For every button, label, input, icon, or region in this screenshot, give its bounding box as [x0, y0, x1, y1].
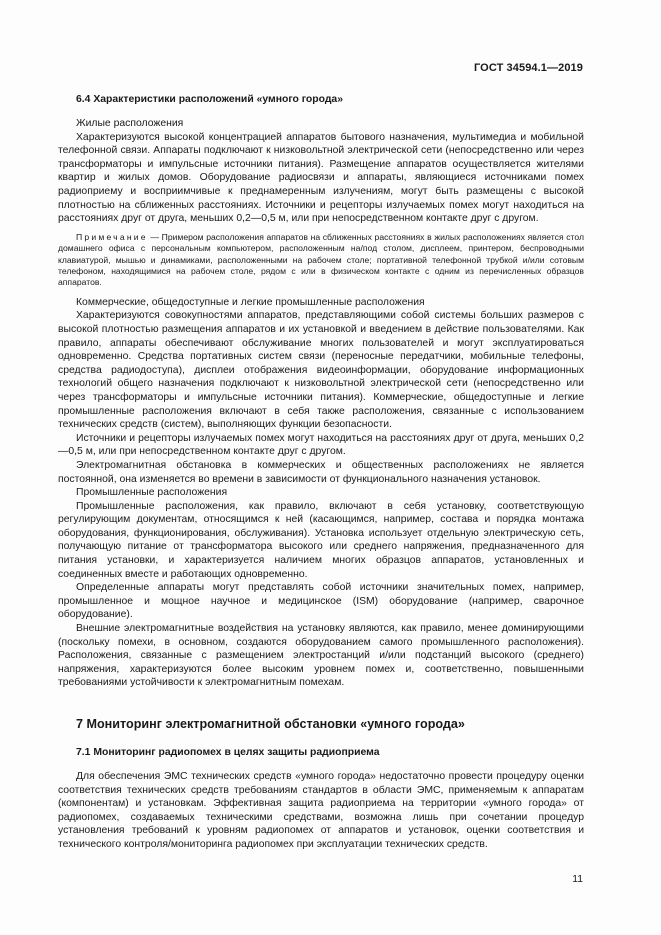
residential-paragraph: Характеризуются высокой концентрацией аппаратов бытового назначения, мультимедиа и мобильной телефонной связи. Аппараты подключают к низковольтной электрической сети (непосредственно или через трансформаторы и импульсные источники питания). Размещение аппаратов осуществляется жителями квартир и жилых домов. Оборудование радиосвязи и аппараты, являющиеся источниками помех радиоприему и восприимчивые к преднамеренным излучениям, могут быть размещены с высокой плотностью на сближенных расстояниях. Источники и рецепторы излучаемых помех могут находиться на расстояниях друг от друга, меньших 0,2—0,5 м, или при непосредственном контакте друг с другом.: [58, 131, 584, 225]
industrial-paragraph: Промышленные расположения, как правило, включают в себя установку, соответствующую регулирующим документам, относящимся к ней (касающимся, например, состава и порядка монтажа оборудования, функционирования, обслуживания). Установка использует отдельную электрическую сеть, получающую питание от трансформатора высокого или среднего напряжения, предназначенного для питания установки, и характеризуется наличием многих образцов аппаратов, установленных и соединенных вместе и работающих одновременно.: [58, 500, 584, 580]
section-gap: [58, 690, 584, 716]
industrial-paragraph-3: Внешние электромагнитные воздействия на установку являются, как правило, менее доминирующими (поскольку помехи, в основном, создаются оборудованием самого промышленного расположения). Расположения, связанные с размещением электростанций и/или подстанций высокого (среднего) напряжения, характеризуются более высоким уровнем помех и, соответственно, повышенными требованиями устойчивости к электромагнитным помехам.: [58, 623, 584, 689]
commercial-paragraph: Характеризуются совокупностями аппаратов, представляющими собой системы больших размеров с высокой плотностью размещения аппаратов и их установкой и введением в действие пользователями. Как правило, аппараты обеспечивают обслуживание многих пользователей и могут эксплуатироваться одновременно. Средства портативных систем связи (переносные передатчики, мобильные телефоны, средства радиодоступа), дисплеи отображения видеоинформации, оборудование информационных технологий общего назначения подключают к низковольтной электрической сети (непосредственно или через трансформаторы и импульсные источники питания). Коммерческие, общедоступные и легкие промышленные расположения включают в себя также расположения, связанные с использованием технических средств (систем), выполняющих функции безопасности.: [58, 310, 584, 431]
residential-title: Жилые расположения: [76, 118, 184, 129]
section-7-heading: 7 Мониторинг электромагнитной обстановки «умного города»: [76, 717, 465, 731]
section-7-1-paragraph: Для обеспечения ЭМС технических средств «умного города» недостаточно провести процедуру оценки соответствия технических средств требованиям стандартов в области ЭМС, применяемым к аппаратам (компонентам) и установкам. Эффективная защита радиоприема на территории «умного города» от радиопомех, создаваемых техническими средствами, возможна лишь при сочетании процедур установления требований к уровням радиопомех от аппаратов и установок, оценки соответствия и технического контроля/мониторинга радиопомех при эксплуатации технических средств.: [58, 771, 584, 850]
note-paragraph: [58, 232, 584, 289]
commercial-paragraph-3: Электромагнитная обстановка в коммерческих и общественных расположениях не является постоянной, она изменяется во времени в зависимости от функционального назначения установок.: [58, 459, 584, 485]
page-number: 11: [572, 874, 583, 885]
commercial-title: Коммерческие, общедоступные и легкие промышленные расположения: [76, 296, 425, 308]
commercial-paragraph-2: Источники и рецепторы излучаемых помех могут находиться на расстояниях друг от друга, меньших 0,2—0,5 м, или при непосредственном контакте друг с другом.: [58, 432, 584, 458]
section-7-1-heading: 7.1 Мониторинг радиопомех в целях защиты радиоприема: [76, 747, 380, 758]
note-label: Примечание: [76, 231, 148, 242]
section-6-4-heading: 6.4 Характеристики расположений «умного города»: [76, 94, 343, 105]
industrial-title: Промышленные расположения: [76, 487, 228, 499]
standard-code: ГОСТ 34594.1—2019: [473, 62, 583, 74]
note-text: — Примером расположения аппаратов на сближенных расстояниях в жилых расположениях является стол домашнего офиса с персональным компьютером, расположенным на/под столом, дисплеем, принтером, беспроводными клавиатурой, мышью и динамиками, расположенными на рабочем столе; портативной телефонной трубкой и/или сотовым телефоном, находящимися на рабочем столе, рядом с или в физическом контакте с одним из перечисленных образцов аппаратов.: [58, 231, 584, 288]
industrial-paragraph-2: Определенные аппараты могут представлять собой источники значительных помех, например, промышленное и мощное научное и медицинское (ISM) оборудование (например, сварочное оборудование).: [58, 582, 584, 621]
page-content: [58, 93, 584, 852]
